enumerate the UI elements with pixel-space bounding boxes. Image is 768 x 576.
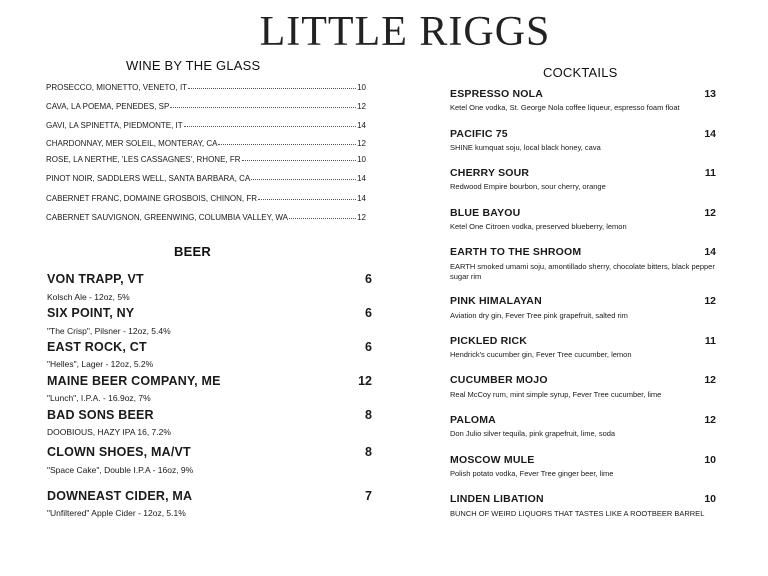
beer-name: SIX POINT, NY [47,306,135,320]
cocktail-price: 10 [704,454,716,466]
cocktail-name: CUCUMBER MOJO [450,374,548,386]
beer-price: 8 [365,445,372,459]
beer-desc: "Unfiltered" Apple Cider - 12oz, 5.1% [47,508,186,518]
wine-name: GAVI, LA SPINETTA, PIEDMONTE, IT [46,121,183,130]
wine-name: ROSE, LA NERTHE, 'LES CASSAGNES', RHONE, FR [46,155,241,164]
wine-price: 14 [357,121,366,130]
cocktail-price: 12 [704,295,716,307]
dot-leader [184,126,356,127]
dot-leader [258,199,356,200]
wine-item [46,83,366,92]
cocktail-price: 12 [704,414,716,426]
wine-price: 12 [357,213,366,222]
wine-price: 10 [357,83,366,92]
cocktail-name: PINK HIMALAYAN [450,295,542,307]
cocktails-heading: COCKTAILS [543,65,618,80]
cocktail-desc: Polish potato vodka, Fever Tree ginger beer, lime [450,469,614,478]
beer-heading: BEER [174,244,211,259]
beer-name: MAINE BEER COMPANY, ME [47,374,221,388]
beer-desc: "Lunch", I.P.A. - 16.9oz, 7% [47,393,151,403]
beer-desc: DOOBIOUS, HAZY IPA 16, 7.2% [47,427,171,437]
wine-item [46,139,366,148]
dot-leader [218,144,356,145]
beer-name: BAD SONS BEER [47,408,154,422]
cocktail-name: BLUE BAYOU [450,207,521,219]
cocktail-name: PALOMA [450,414,496,426]
dot-leader [242,160,357,161]
wine-item [46,155,366,164]
wine-price: 12 [357,139,366,148]
cocktail-price: 13 [704,88,716,100]
cocktail-name: PICKLED RICK [450,335,528,347]
beer-desc: "Helles", Lager - 12oz, 5.2% [47,359,154,369]
beer-desc: Kolsch Ale - 12oz, 5% [47,292,130,302]
beer-price: 6 [365,306,372,320]
wine-item [46,121,366,130]
cocktail-name: LINDEN LIBATION [450,493,544,505]
beer-price: 8 [365,408,372,422]
dot-leader [289,218,356,219]
beer-price: 7 [365,489,372,503]
wine-price: 10 [357,155,366,164]
wine-price: 14 [357,174,366,183]
wine-price: 14 [357,194,366,203]
beer-desc: "The Crisp", Pilsner - 12oz, 5.4% [47,326,171,336]
beer-name: DOWNEAST CIDER, MA [47,489,193,503]
cocktail-desc: Real McCoy rum, mint simple syrup, Fever Tree cucumber, lime [450,390,662,399]
cocktail-desc: Hendrick's cucumber gin, Fever Tree cucumber, lemon [450,350,632,359]
dot-leader [170,107,356,108]
cocktail-price: 10 [704,493,716,505]
cocktail-price: 12 [704,207,716,219]
wine-name: CAVA, LA POEMA, PENEDES, SP [46,102,170,111]
cocktail-price: 11 [704,335,716,347]
cocktail-desc: Ketel One vodka, St. George Nola coffee liqueur, espresso foam float [450,103,680,112]
beer-desc: "Space Cake", Double I.P.A - 16oz, 9% [47,465,194,475]
cocktail-desc: Redwood Empire bourbon, sour cherry, orange [450,182,606,191]
cocktail-price: 11 [704,167,716,179]
cocktail-desc: SHINE kumquat soju, local black honey, cava [450,143,601,152]
menu-title: LITTLE RIGGS [259,9,551,55]
wine-price: 12 [357,102,366,111]
cocktail-desc: Don Julio silver tequila, pink grapefruit, lime, soda [450,429,616,438]
wine-item [46,194,366,203]
wine-name: PINOT NOIR, SADDLERS WELL, SANTA BARBARA, CA [46,174,251,183]
cocktail-price: 14 [704,128,716,140]
beer-price: 6 [365,340,372,354]
beer-price: 6 [365,272,372,286]
beer-name: EAST ROCK, CT [47,340,147,354]
cocktail-name: CHERRY SOUR [450,167,530,179]
wine-name: PROSECCO, MIONETTO, VENETO, IT [46,83,188,92]
cocktail-desc: EARTH smoked umami soju, amontillado sherry, chocolate bitters, black pepper sugar rim [450,262,715,281]
dot-leader [188,88,356,89]
wine-item [46,102,366,111]
cocktail-price: 14 [704,246,716,258]
beer-name: VON TRAPP, VT [47,272,144,286]
cocktail-name: ESPRESSO NOLA [450,88,544,100]
cocktail-name: PACIFIC 75 [450,128,508,140]
cocktail-name: MOSCOW MULE [450,454,535,466]
wine-item [46,213,366,222]
cocktail-desc: Ketel One Citroen vodka, preserved blueberry, lemon [450,222,627,231]
wine-name: CABERNET SAUVIGNON, GREENWING, COLUMBIA VALLEY, WA [46,213,288,222]
dot-leader [251,179,356,180]
cocktail-price: 12 [704,374,716,386]
wine-name: CABERNET FRANC, DOMAINE GROSBOIS, CHINON, FR [46,194,257,203]
wine-heading: WINE BY THE GLASS [126,58,261,73]
beer-price: 12 [358,374,372,388]
cocktail-name: EARTH TO THE SHROOM [450,246,582,258]
cocktail-desc: Aviation dry gin, Fever Tree pink grapefruit, salted rim [450,311,628,320]
beer-name: CLOWN SHOES, MA/VT [47,445,191,459]
cocktail-desc: BUNCH OF WEIRD LIQUORS THAT TASTES LIKE A ROOTBEER BARREL [450,509,705,518]
wine-item [46,174,366,183]
wine-name: CHARDONNAY, MER SOLEIL, MONTERAY, CA [46,139,218,148]
